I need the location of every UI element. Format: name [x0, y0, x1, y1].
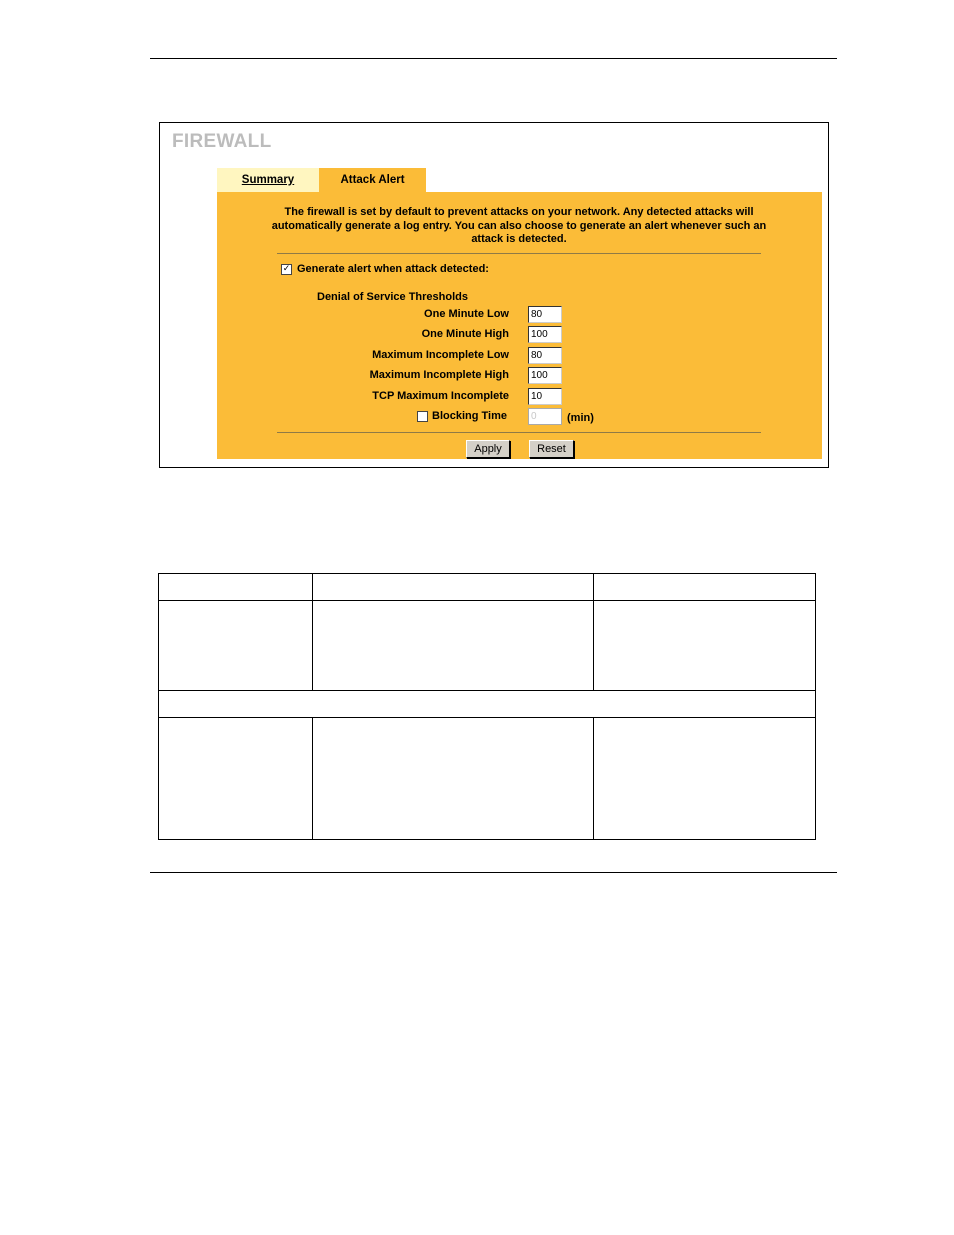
- max-incomplete-high-label: Maximum Incomplete High: [369, 369, 509, 381]
- page-title: FIREWALL: [172, 131, 272, 152]
- blocking-time-unit: (min): [567, 412, 594, 424]
- table-border-top: [158, 573, 816, 574]
- thresholds-heading: Denial of Service Thresholds: [317, 291, 468, 303]
- table-column-rule: [312, 573, 313, 690]
- tab-attack-alert[interactable]: Attack Alert: [319, 168, 426, 193]
- max-incomplete-high-input[interactable]: 100: [528, 367, 562, 384]
- attack-alert-panel: [217, 192, 822, 459]
- blocking-time-label: Blocking Time: [432, 410, 507, 422]
- table-header-rule: [158, 600, 816, 601]
- one-minute-low-label: One Minute Low: [424, 308, 509, 320]
- tab-summary[interactable]: Summary: [217, 168, 319, 193]
- reset-button[interactable]: Reset: [529, 440, 574, 458]
- table-border-right: [815, 573, 816, 840]
- page-footer-rule: [150, 872, 837, 873]
- table-column-rule: [593, 573, 594, 690]
- table-column-rule: [312, 717, 313, 840]
- generate-alert-label: Generate alert when attack detected:: [297, 263, 489, 275]
- one-minute-high-input[interactable]: 100: [528, 326, 562, 343]
- table-row-rule: [158, 690, 816, 691]
- table-border-left: [158, 573, 159, 840]
- one-minute-low-input[interactable]: 80: [528, 306, 562, 323]
- firewall-screenshot: [159, 122, 829, 468]
- table-row-rule: [158, 717, 816, 718]
- tcp-max-incomplete-label: TCP Maximum Incomplete: [372, 390, 509, 402]
- blocking-time-checkbox[interactable]: [417, 411, 428, 422]
- page-header-rule: [150, 58, 837, 59]
- divider: [277, 253, 761, 254]
- table-border-bottom: [158, 839, 816, 840]
- one-minute-high-label: One Minute High: [421, 328, 509, 340]
- generate-alert-checkbox[interactable]: ✓: [282, 264, 291, 274]
- blocking-time-input[interactable]: 0: [528, 408, 562, 425]
- apply-button[interactable]: Apply: [466, 440, 510, 458]
- max-incomplete-low-label: Maximum Incomplete Low: [372, 349, 509, 361]
- max-incomplete-low-input[interactable]: 80: [528, 347, 562, 364]
- tcp-max-incomplete-input[interactable]: 10: [528, 388, 562, 405]
- table-column-rule: [593, 717, 594, 840]
- divider: [277, 432, 761, 433]
- intro-text: The firewall is set by default to prevent attacks on your network. Any detected attacks will automatically generate a log entry. You can also choose to generate an alert whenever such an attack is detected.: [271, 206, 767, 245]
